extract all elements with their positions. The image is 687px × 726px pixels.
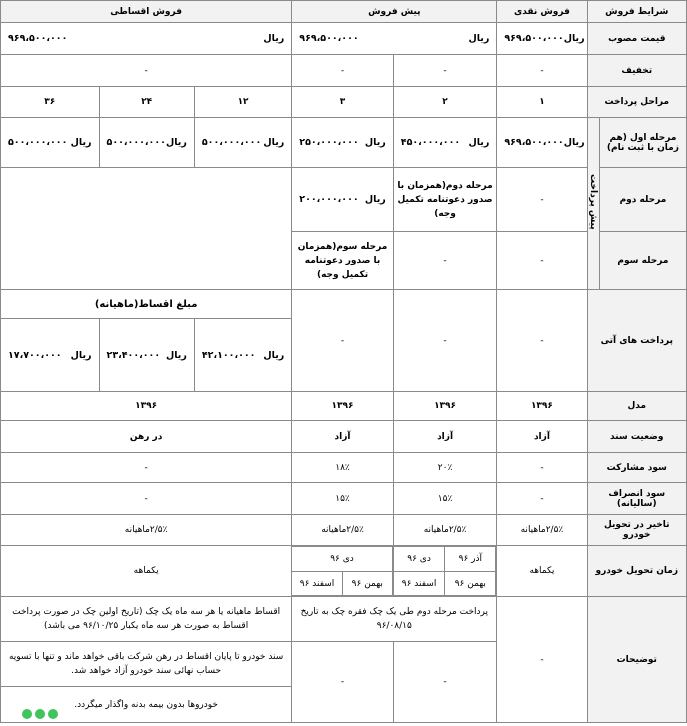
currency: ریال [70,349,92,361]
delivery-presale-3 [292,546,394,597]
watermark-logo [22,709,58,719]
stage3-presale-3-note: مرحله سوم(همزمان با صدور دعوتنامه تکمیل وجه) [292,232,394,290]
monthly-title: مبلغ اقساط(ماهیانه) [1,290,292,319]
model-presale-2: ۱۳۹۶ [393,392,497,421]
notes-presale-3-empty: - [292,642,394,723]
partner-cash: - [497,453,587,483]
monthly-24 [99,319,194,392]
header-cash: فروش نقدی [497,1,587,23]
discount-row [1,55,687,87]
price-presale-value: ۹۶۹،۵۰۰،۰۰۰ [299,33,359,44]
amount: ۴۵۰،۰۰۰،۰۰۰ [400,137,461,148]
delivery-cash: یکماهه [497,546,587,597]
delivery-presale-3-grid [292,546,393,596]
amount: ۵۰۰،۰۰۰،۰۰۰ [106,137,166,148]
amount: ۵۰۰،۰۰۰،۰۰۰ [201,137,262,148]
model-label: مدل [587,392,686,421]
monthly-36 [1,319,100,392]
stage-number: ۱ [497,87,587,118]
delivery-month: بهمن ۹۶ [445,572,496,596]
price-label: قیمت مصوب [587,23,686,55]
delay-label: تاخیر در تحویل خودرو [587,515,686,546]
delivery-presale-2-grid [394,546,497,596]
currency: ریال [563,33,585,44]
header-presale: پیش فروش [292,1,497,23]
amount: ۲۰۰،۰۰۰،۰۰۰ [299,194,359,205]
amount: ۵۰۰،۰۰۰،۰۰۰ [8,137,68,148]
delivery-installment: یکماهه [1,546,292,597]
partner-presale-2: ۲۰٪ [393,453,497,483]
delay-cash: ۲/۵٪ماهیانه [497,515,587,546]
deed-row [1,421,687,453]
price-presale [292,23,497,55]
deed-installment: در رهن [1,421,292,453]
delay-row [1,515,687,546]
discount-installment: - [1,55,292,87]
stage1-installment-12 [194,118,291,168]
future-cash: - [497,290,587,392]
discount-presale-2: - [292,55,394,87]
currency: ریال [263,349,285,361]
partner-row [1,453,687,483]
logo-dot [48,709,58,719]
partner-label: سود مشارکت [587,453,686,483]
header-installment: فروش اقساطی [1,1,292,23]
note-installment-3: خودروها بدون بیمه بدنه واگذار میگردد. [1,687,292,723]
currency: ریال [563,137,585,148]
currency: ریال [166,349,187,361]
future-presale-3: - [292,290,394,392]
delivery-month: اسفند ۹۶ [394,572,445,596]
stage3-presale-2: - [393,232,497,290]
stage2-row [1,168,687,232]
currency: ریال [364,194,386,205]
future-title-row [1,290,687,319]
stage-number: ۲ [393,87,497,118]
stage2-cash: - [497,168,587,232]
price-cash [497,23,587,55]
delivery-month: بهمن ۹۶ [342,572,392,596]
stage1-label: مرحله اول (هم زمان با ثبت نام) [599,118,686,168]
model-cash: ۱۳۹۶ [497,392,587,421]
header-row [1,1,687,23]
delivery-month: دی ۹۶ [394,547,445,572]
stage2-presale-2-note: مرحله دوم(همزمان با صدور دعوتنامه تکمیل وجه) [393,168,497,232]
stage2-3-installment-empty [1,168,292,290]
stages-label: مراحل پرداخت [587,87,686,118]
model-installment: ۱۳۹۶ [1,392,292,421]
future-presale-2: - [393,290,497,392]
price-row [1,23,687,55]
price-installment [1,23,292,55]
delay-presale-3: ۲/۵٪ماهیانه [292,515,394,546]
stage1-row [1,118,687,168]
stage1-installment-36 [1,118,100,168]
price-cash-value: ۹۶۹،۵۰۰،۰۰۰ [504,33,564,44]
notes-presale-2-empty: - [393,642,497,723]
amount: ۴۲،۱۰۰،۰۰۰ [201,349,256,361]
amount: ۲۳،۴۰۰،۰۰۰ [106,349,161,361]
currency: ریال [70,137,92,148]
stage3-cash: - [497,232,587,290]
stage-number: ۳ [292,87,394,118]
model-row [1,392,687,421]
installment-months: ۳۶ [1,87,100,118]
delay-presale-2: ۲/۵٪ماهیانه [393,515,497,546]
logo-dot [22,709,32,719]
cancel-presale-3: ۱۵٪ [292,483,394,515]
prepayment-vertical-label: پیش پرداخت [588,174,599,230]
cancel-presale-2: ۱۵٪ [393,483,497,515]
logo-dot [35,709,45,719]
stage1-presale-2 [393,118,497,168]
stage1-presale-3 [292,118,394,168]
cancel-row [1,483,687,515]
deed-label: وضعیت سند [587,421,686,453]
cancel-cash: - [497,483,587,515]
stage3-label: مرحله سوم [599,232,686,290]
deed-presale-3: آزاد [292,421,394,453]
stage1-cash [497,118,587,168]
amount: ۹۶۹،۵۰۰،۰۰۰ [504,137,564,148]
amount: ۱۷،۷۰۰،۰۰۰ [8,349,62,361]
currency: ریال [364,137,386,148]
stage2-label: مرحله دوم [599,168,686,232]
delivery-month: آذر ۹۶ [445,547,496,572]
cancel-installment: - [1,483,292,515]
notes-label: توضیحات [587,597,686,723]
deed-cash: آزاد [497,421,587,453]
notes-row-1 [1,597,687,642]
price-installment-value: ۹۶۹،۵۰۰،۰۰۰ [8,33,68,44]
delivery-row [1,546,687,597]
notes-cash: - [497,597,587,723]
deed-presale-2: آزاد [393,421,497,453]
delay-installment: ۲/۵٪ماهیانه [1,515,292,546]
installment-months: ۱۲ [194,87,291,118]
note-presale: پرداخت مرحله دوم طی یک چک فقره چک به تاریخ ۹۶/۰۸/۱۵ [292,597,497,642]
partner-presale-3: ۱۸٪ [292,453,394,483]
currency: ریال [263,137,285,148]
stage2-presale-3 [292,168,394,232]
delivery-month: دی ۹۶ [292,547,392,572]
cancel-label: سود انصراف (سالیانه) [587,483,686,515]
discount-cash: - [497,55,587,87]
currency: ریال [166,137,187,148]
stage1-installment-24 [99,118,194,168]
currency: ریال [468,33,490,44]
note-installment-2: سند خودرو تا پایان اقساط در رهن شرکت باقی خواهد ماند و تنها با تسویه حساب نهائی سند خودرو آزاد خواهد شد. [1,642,292,687]
delivery-label: زمان تحویل خودرو [587,546,686,597]
partner-installment: - [1,453,292,483]
installment-months: ۲۴ [99,87,194,118]
delivery-month: اسفند ۹۶ [292,572,342,596]
future-label: پرداخت های آتی [587,290,686,392]
delivery-presale-2 [393,546,497,597]
stages-row [1,87,687,118]
note-installment-1: اقساط ماهیانه یا هر سه ماه یک چک (تاریخ اولین چک در صورت پرداخت اقساط به صورت هر سه ماه یکبار ۹۶/۱۰/۲۵ می باشد) [1,597,292,642]
discount-label: تخفیف [587,55,686,87]
amount: ۲۵۰،۰۰۰،۰۰۰ [299,137,359,148]
prepayment-group [587,118,599,290]
currency: ریال [468,137,490,148]
header-conditions: شرایط فروش [587,1,686,23]
model-presale-3: ۱۳۹۶ [292,392,394,421]
monthly-12 [194,319,291,392]
discount-presale-1: - [393,55,497,87]
currency: ریال [263,33,285,44]
